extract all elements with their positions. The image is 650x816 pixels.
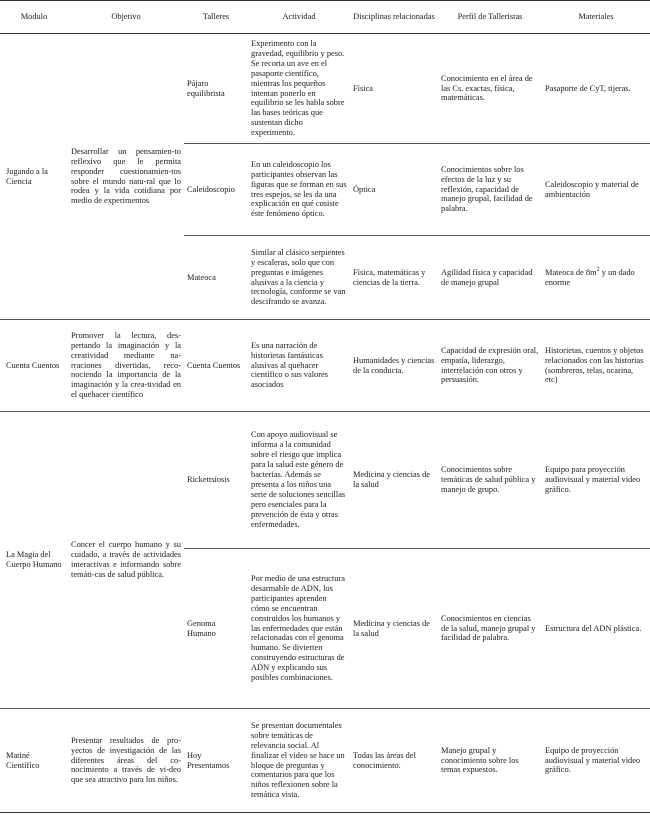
workshop-materials: Caleidoscopio y material de ambientación bbox=[542, 144, 650, 236]
workshop-disciplines: Medicina y ciencias de la salud bbox=[350, 412, 438, 549]
header-actividad: Actividad bbox=[248, 1, 350, 34]
module-objective: Concer el cuerpo humano y su cuidado, a través de actividades interactivas e informando sobre temáti-cas de salud pública. bbox=[68, 412, 184, 709]
workshop-activity: En un caleidoscopio los participantes observan las figuras que se forman en sus tres espejos, se les da una explicación en qué cosiste éste fenómeno óptico. bbox=[248, 144, 350, 236]
materials-text-tail: y un dado enorme bbox=[545, 267, 635, 287]
module-objective: Presentar resultados de pro-yectos de investigación de las diferentes áreas del co-nocimiento a través de vi-deo que sea atractivo para los niños. bbox=[68, 709, 184, 813]
table-row bbox=[0, 709, 650, 813]
workshop-name: Rickettsiosis bbox=[184, 412, 248, 549]
module-name: Cuenta Cuentos bbox=[0, 320, 68, 412]
header-disciplinas: Disciplinas relacionadas bbox=[350, 1, 438, 34]
workshop-profile: Conocimientos sobre los efectos de la luz y su reflexión, capacidad de manejo grupal, facilidad de palabra. bbox=[438, 144, 542, 236]
workshop-profile: Capacidad de expresión oral, empatía, liderazgo, interrelación con otros y persuasión. bbox=[438, 320, 542, 412]
workshop-materials bbox=[542, 236, 650, 320]
materials-text: Mateoca de 8m bbox=[545, 267, 597, 277]
workshop-activity: Se presentan documentales sobre temáticas de relevancia social. Al finalizar el video se hace un bloque de preguntas y comentarios para que los niños reflexionen sobre la temática vista. bbox=[248, 709, 350, 813]
workshop-profile: Manejo grupal y conocimiento sobre los temas expuestos. bbox=[438, 709, 542, 813]
workshop-profile: Conocimiento en el área de las Cs. exactas, física, matemáticas. bbox=[438, 34, 542, 144]
workshop-name: Genoma Humano bbox=[184, 549, 248, 709]
workshop-activity: Experimento con la gravedad, equilibrio y peso. Se recorta un ave en el pasaporte científico, mientras los pequeños intentan ponerlo en equilibrio se les habla sobre las bases teóricas que sustentan dicho experimento. bbox=[248, 34, 350, 144]
table-row bbox=[0, 412, 650, 549]
workshop-activity: Por medio de una estructura desarmable de ADN, los participantes aprenden cómo se encuentran construidos los humanos y las enfermedades que están relacionadas con el genoma humano. Se divierten construyendo estructuras de ADN y explicando sus posibles combinaciones. bbox=[248, 549, 350, 709]
table-row bbox=[0, 320, 650, 412]
workshop-disciplines: Óptica bbox=[350, 144, 438, 236]
workshop-profile: Conocimientos sobre temáticas de salud pública y manejo de grupo. bbox=[438, 412, 542, 549]
workshop-disciplines: Humanidades y ciencias de la conducta. bbox=[350, 320, 438, 412]
workshop-materials: Equipo para proyección audiovisual y material video gráfico. bbox=[542, 412, 650, 549]
workshop-name: Mateoca bbox=[184, 236, 248, 320]
workshop-materials: Equipo de proyección audiovisual y material video gráfico. bbox=[542, 709, 650, 813]
workshop-name: Pájaro equilibrista bbox=[184, 34, 248, 144]
module-name: La Magia del Cuerpo Humano bbox=[0, 412, 68, 709]
module-name: Matiné Científico bbox=[0, 709, 68, 813]
materials-superscript: 2 bbox=[596, 266, 600, 273]
table-row bbox=[0, 34, 650, 144]
workshop-materials: Pasaporte de CyT, tijeras. bbox=[542, 34, 650, 144]
module-objective: Promover la lectura, des-pertando la imaginación y la creatividad mediante na-rraciones divertidas, reco-nociendo la importancia de la imaginación y la crea-tividad en el quehacer científico bbox=[68, 320, 184, 412]
workshop-disciplines: Física, matemáticas y ciencias de la tierra. bbox=[350, 236, 438, 320]
workshop-disciplines: Medicina y ciencias de la salud bbox=[350, 549, 438, 709]
header-materiales: Materiales bbox=[542, 1, 650, 34]
workshop-profile: Agilidad física y capacidad de manejo grupal bbox=[438, 236, 542, 320]
header-talleres: Talleres bbox=[184, 1, 248, 34]
workshop-name: Hoy Presentamos bbox=[184, 709, 248, 813]
module-objective: Desarrollar un pensamien-to reflexivo que le permita responder cuestionamien-tos sobre el mundo natu-ral que lo rodea y la vida cotidiana por medio de experimentos bbox=[68, 34, 184, 320]
workshop-name: Cuenta Cuentos bbox=[184, 320, 248, 412]
workshop-profile: Conocimientos en ciencias de la salud, manejo grupal y facilidad de palabra. bbox=[438, 549, 542, 709]
workshop-materials: Estructura del ADN plástica. bbox=[542, 549, 650, 709]
workshop-name: Caleidoscopio bbox=[184, 144, 248, 236]
workshop-disciplines: Física bbox=[350, 34, 438, 144]
workshop-activity: Similar al clásico serpientes y escaleras, solo que con preguntas e imágenes alusivas a la ciencia y tecnología, conforme se van descifrando se avanza. bbox=[248, 236, 350, 320]
header-perfil: Perfil de Talleristas bbox=[438, 1, 542, 34]
table-header-row bbox=[0, 1, 650, 34]
workshop-activity: Con apoyo audiovisual se informa a la comunidad sobre el riesgo que implica para la salud este género de bacterias. Además se presenta a los niños una serie de soluciones sencillas pero esenciales para la prevención de ésta y otras enfermedades. bbox=[248, 412, 350, 549]
workshop-materials: Historietas, cuentos y objetos relacionados con las historias (sombreros, telas, ocarina, etc) bbox=[542, 320, 650, 412]
header-objetivo: Objetivo bbox=[68, 1, 184, 34]
workshop-activity: Es una narración de historietas fantásticas alusivas al quehacer científico o sus valores asociados bbox=[248, 320, 350, 412]
module-name: Jugando a la Ciencia bbox=[0, 34, 68, 320]
workshop-disciplines: Todas las áreas del conocimiento. bbox=[350, 709, 438, 813]
header-modulo: Modulo bbox=[0, 1, 68, 34]
